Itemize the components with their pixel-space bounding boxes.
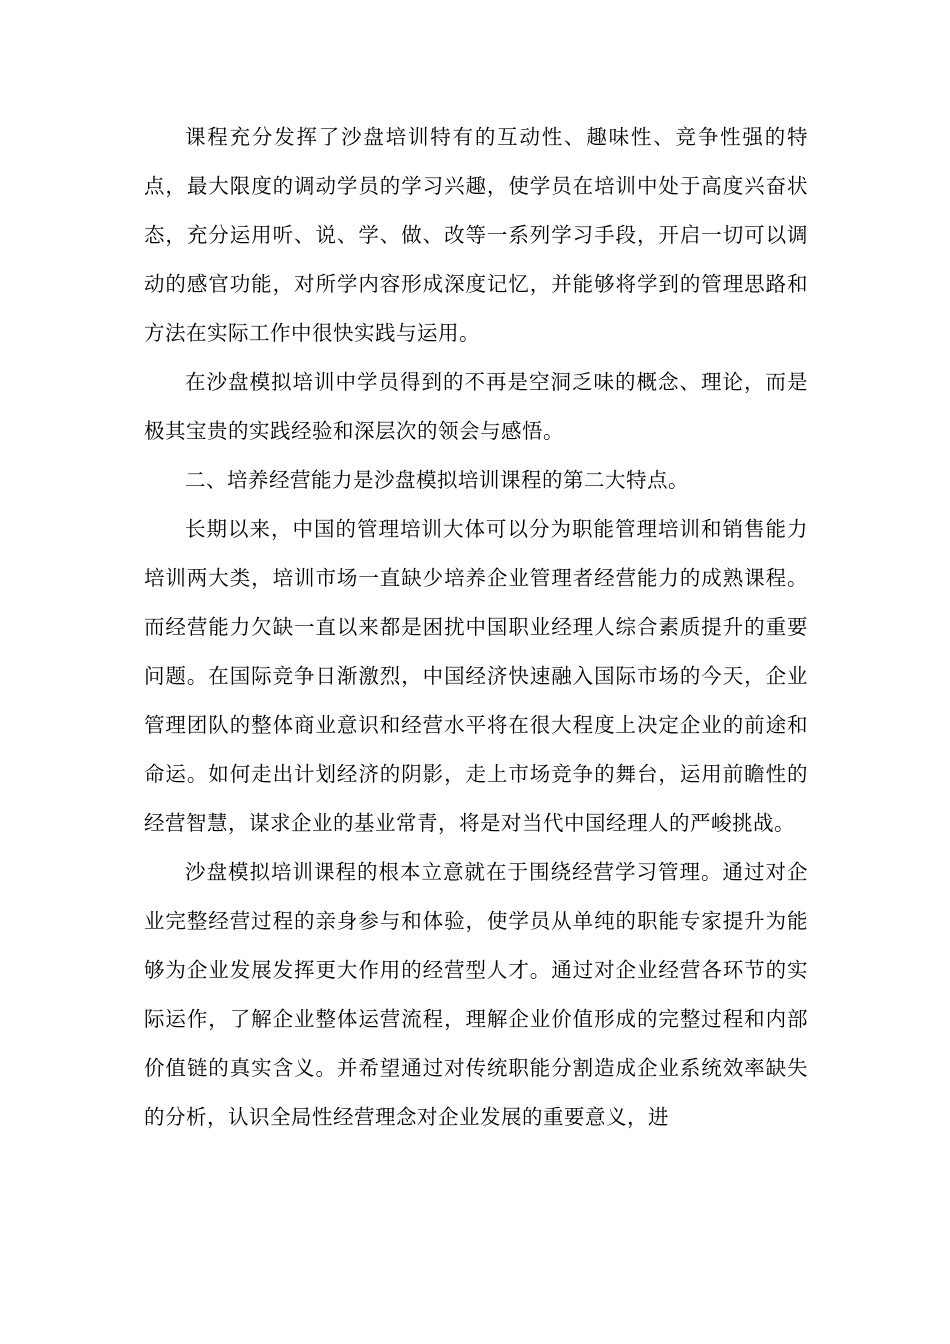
paragraph-2: 在沙盘模拟培训中学员得到的不再是空洞乏味的概念、理论，而是极其宝贵的实践经验和深层次的领会与感悟。 [144, 370, 808, 443]
paragraph-4: 沙盘模拟培训课程的根本立意就在于围绕经营学习管理。通过对企业完整经营过程的亲身参与和体验，使学员从单纯的职能专家提升为能够为企业发展发挥更大作用的经营型人才。通过对企业经营各环节的实际运作，了解企业整体运营流程，理解企业价值形成的完整过程和内部价值链的真实含义。并希望通过对传统职能分割造成企业系统效率缺失的分析，认识全局性经营理念对企业发展的重要意义，进 [144, 860, 808, 1129]
section-heading-2: 二、培养经营能力是沙盘模拟培训课程的第二大特点。 [185, 468, 689, 492]
paragraph-3: 长期以来，中国的管理培训大体可以分为职能管理培训和销售能力培训两大类，培训市场一直缺少培养企业管理者经营能力的成熟课程。而经营能力欠缺一直以来都是困扰中国职业经理人综合素质提升的重要问题。在国际竞争日渐激烈，中国经济快速融入国际市场的今天，企业管理团队的整体商业意识和经营水平将在很大程度上决定企业的前途和命运。如何走出计划经济的阴影，走上市场竞争的舞台，运用前瞻性的经营智慧，谋求企业的基业常青，将是对当代中国经理人的严峻挑战。 [144, 517, 808, 835]
paragraph-1: 课程充分发挥了沙盘培训特有的互动性、趣味性、竞争性强的特点，最大限度的调动学员的学习兴趣，使学员在培训中处于高度兴奋状态，充分运用听、说、学、做、改等一系列学习手段，开启一切可以调动的感官功能，对所学内容形成深度记忆，并能够将学到的管理思路和方法在实际工作中很快实践与运用。 [144, 125, 808, 345]
document-body [144, 113, 808, 1142]
